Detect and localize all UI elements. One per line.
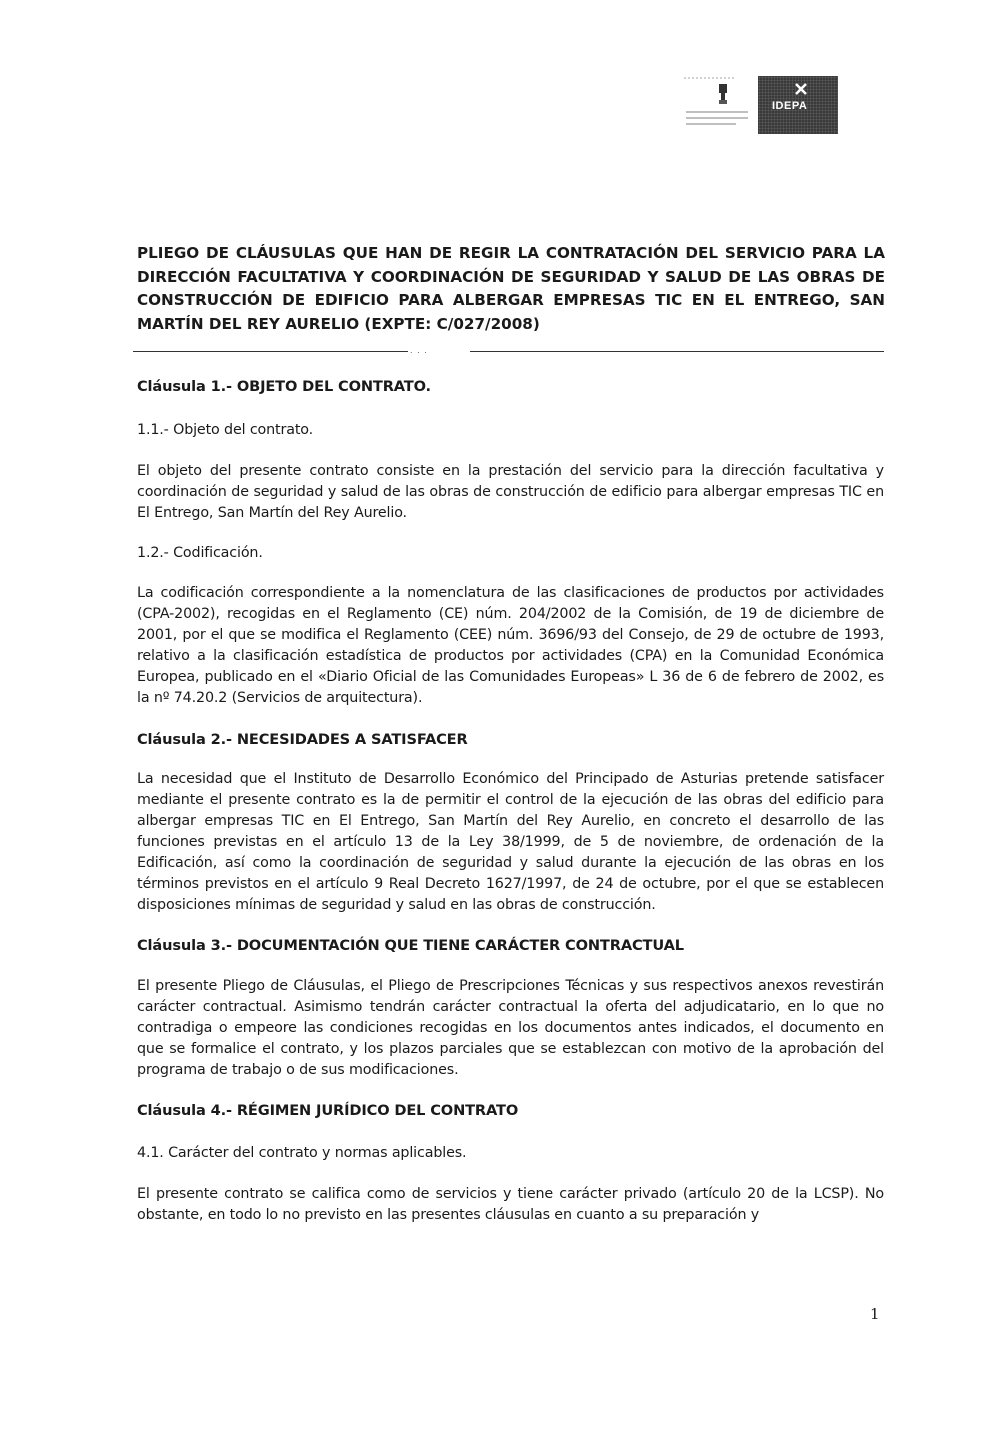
clause-1-1-paragraph: El objeto del presente contrato consiste en la prestación del servicio para la dirección facultativa y coordinación de seguridad y salud de las obras de construcción de edificio para albergar empresas TIC en El Entrego, San Martín del Rey Aurelio. xyxy=(137,463,884,521)
document-title: PLIEGO DE CLÁUSULAS QUE HAN DE REGIR LA CONTRATACIÓN DEL SERVICIO PARA LA DIRECCIÓN FACULTATIVA Y COORDINACIÓN DE SEGURIDAD Y SALUD DE LAS OBRAS DE CONSTRUCCIÓN DE EDIFICIO PARA ALBERGAR EMPRESAS TIC EN EL ENTREGO, SAN MARTÍN DEL REY AURELIO (EXPTE: C/027/2008) xyxy=(137,244,885,333)
government-crest-logo xyxy=(676,72,758,134)
divider-left xyxy=(133,351,408,352)
idepa-logo-text: IDEPA xyxy=(772,100,808,112)
clause-1-2-paragraph: La codificación correspondiente a la nomenclatura de las clasificaciones de productos por actividades (CPA-2002), recogidas en el Reglamento (CE) núm. 204/2002 de la Comisión, de 19 de diciembre de 2001, por el que se modifica el Reglamento (CEE) núm. 3696/93 del Consejo, de 29 de octubre de 1993, relativo a la clasificación estadística de productos por actividades (CPA) en la Comunidad Económica Europea, publicado en el «Diario Oficial de las Comunidades Europeas» L 36 de 6 de febrero de 2002, es la nº 74.20.2 (Servicios de arquitectura). xyxy=(137,585,884,706)
page-number: 1 xyxy=(870,1305,880,1323)
clause-3-paragraph: El presente Pliego de Cláusulas, el Pliego de Prescripciones Técnicas y sus respectivos anexos revestirán carácter contractual. Asimismo tendrán carácter contractual la oferta del adjudicatario, en lo que no contradiga o empeore las condiciones recogidas en los documentos antes indicados, el documento en que se formalice el contrato, y los plazos parciales que se establezcan con motivo de la aprobación del programa de trabajo o de sus modificaciones. xyxy=(137,978,884,1078)
clause-3-heading: Cláusula 3.- DOCUMENTACIÓN QUE TIENE CARÁCTER CONTRACTUAL xyxy=(137,937,684,954)
idepa-logo xyxy=(758,76,838,134)
divider-right xyxy=(470,351,884,352)
divider-dots: . . . xyxy=(410,346,428,355)
clause-4-1-paragraph: El presente contrato se califica como de servicios y tiene carácter privado (artículo 20 de la LCSP). No obstante, en todo lo no previsto en las presentes cláusulas en cuanto a su preparación y xyxy=(137,1186,884,1223)
clause-1-1-subheading: 1.1.- Objeto del contrato. xyxy=(137,422,314,438)
clause-1-2-subheading: 1.2.- Codificación. xyxy=(137,545,263,561)
clause-4-1-subheading: 4.1. Carácter del contrato y normas aplicables. xyxy=(137,1145,467,1161)
clause-2-paragraph: La necesidad que el Instituto de Desarrollo Económico del Principado de Asturias pretende satisfacer mediante el presente contrato es la de permitir el control de la ejecución de las obras del edificio para albergar empresas TIC en El Entrego, San Martín del Rey Aurelio, en concreto el desarrollo de las funciones previstas en el artículo 13 de la Ley 38/1999, de 5 de noviembre, de ordenación de la Edificación, así como la coordinación de seguridad y salud durante la ejecución de las obras en los términos previstos en el artículo 9 Real Decreto 1627/1997, de 24 de octubre, por el que se establecen disposiciones mínimas de seguridad y salud en las obras de construcción. xyxy=(137,771,884,913)
clause-2-heading: Cláusula 2.- NECESIDADES A SATISFACER xyxy=(137,731,468,748)
clause-1-heading: Cláusula 1.- OBJETO DEL CONTRATO. xyxy=(137,378,431,395)
clause-4-heading: Cláusula 4.- RÉGIMEN JURÍDICO DEL CONTRATO xyxy=(137,1102,519,1119)
